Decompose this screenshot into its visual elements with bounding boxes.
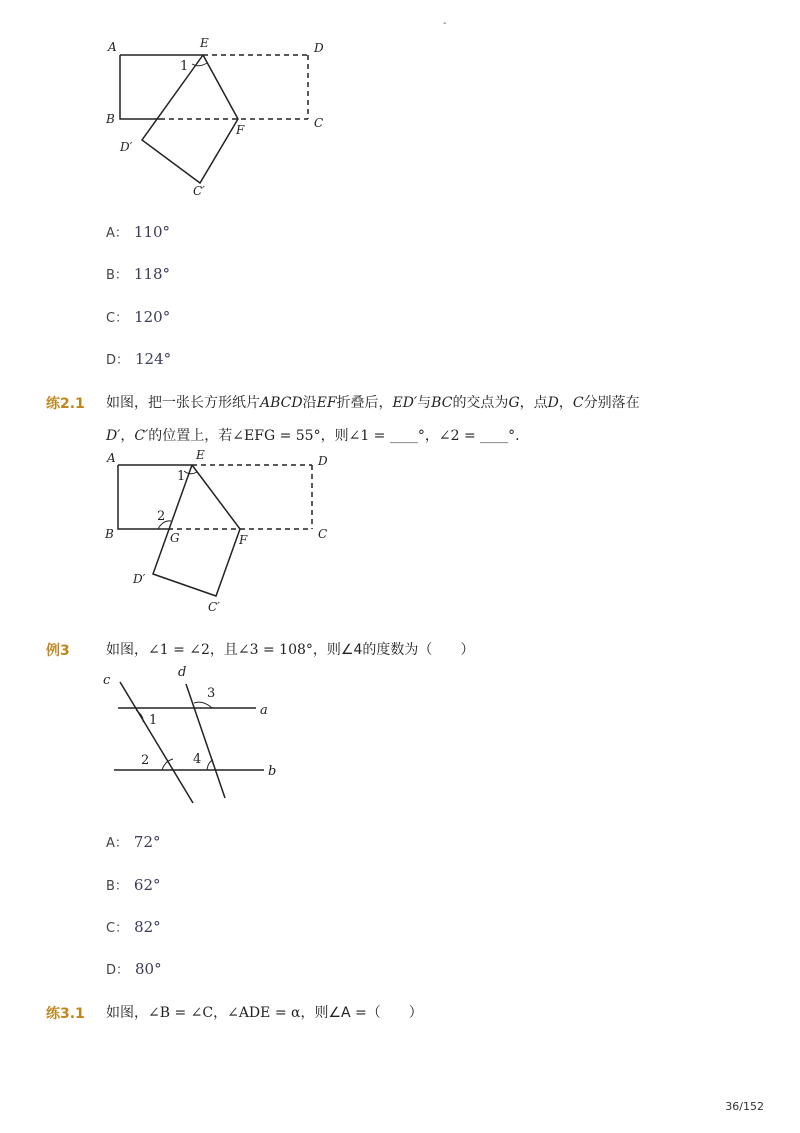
option-b[interactable]: B： 118° <box>106 265 171 283</box>
exercise-text: 如图，∠B = ∠C，∠ADE = α，则∠A =（ ） <box>106 1005 423 1021</box>
label-E: E <box>200 36 209 50</box>
exercise-text-line2: D′，C′的位置上，若∠EFG = 55°，则∠1 = ____°，∠2 = ____°. <box>106 428 520 444</box>
label-A: A <box>107 451 116 465</box>
angle-2-label: 2 <box>141 753 150 768</box>
line-a-label: a <box>260 703 268 718</box>
label-C: C <box>318 527 328 541</box>
figure-fold-rectangle-1 <box>100 36 340 206</box>
label-B: B <box>105 527 114 541</box>
answer-blank-2[interactable]: ____° <box>480 428 516 444</box>
label-G: G <box>170 531 180 545</box>
option-c[interactable]: C： 82° <box>106 918 161 936</box>
answer-blank-1[interactable]: ____° <box>389 428 425 444</box>
label-E: E <box>196 448 205 462</box>
label-D: D <box>314 41 324 55</box>
label-F: F <box>236 123 245 137</box>
angle-4-label: 4 <box>193 752 202 767</box>
page-number: 36/152 <box>725 1100 764 1113</box>
label-B: B <box>106 112 115 126</box>
option-b[interactable]: B： 62° <box>106 876 161 894</box>
angle-1-label: 1 <box>180 59 189 74</box>
line-d-label: d <box>178 665 187 680</box>
exercise-number: 练3.1 <box>46 1006 85 1022</box>
label-D-prime: D′ <box>120 140 133 154</box>
label-F: F <box>239 533 248 547</box>
label-A: A <box>108 40 117 54</box>
label-C: C <box>314 116 324 130</box>
line-b-label: b <box>268 764 277 779</box>
figure-parallel-lines <box>100 660 300 810</box>
option-c[interactable]: C： 120° <box>106 308 171 326</box>
label-D-prime: D′ <box>133 572 146 586</box>
option-a[interactable]: A： 72° <box>106 833 161 851</box>
exercise-text-line1: 如图，把一张长方形纸片ABCD沿EF折叠后，ED′与BC的交点为G，点D，C分别落在 <box>106 395 640 411</box>
option-a[interactable]: A： 110° <box>106 223 171 241</box>
angle-2-label: 2 <box>157 509 166 524</box>
exercise-number: 练2.1 <box>46 396 85 412</box>
example-text: 如图，∠1 = ∠2，且∠3 = 108°，则∠4的度数为（ ） <box>106 642 475 658</box>
label-C-prime: C′ <box>208 600 220 614</box>
angle-1-label: 1 <box>177 469 186 484</box>
angle-1-label: 1 <box>149 713 158 728</box>
line-c-label: c <box>103 673 111 688</box>
angle-3-label: 3 <box>207 686 216 701</box>
header-mark: - <box>443 18 447 29</box>
figure-fold-rectangle-2 <box>100 448 340 618</box>
option-d[interactable]: D： 124° <box>106 350 172 368</box>
label-C-prime: C′ <box>193 184 205 198</box>
option-d[interactable]: D： 80° <box>106 960 162 978</box>
label-D: D <box>318 454 328 468</box>
example-number: 例3 <box>46 643 70 659</box>
